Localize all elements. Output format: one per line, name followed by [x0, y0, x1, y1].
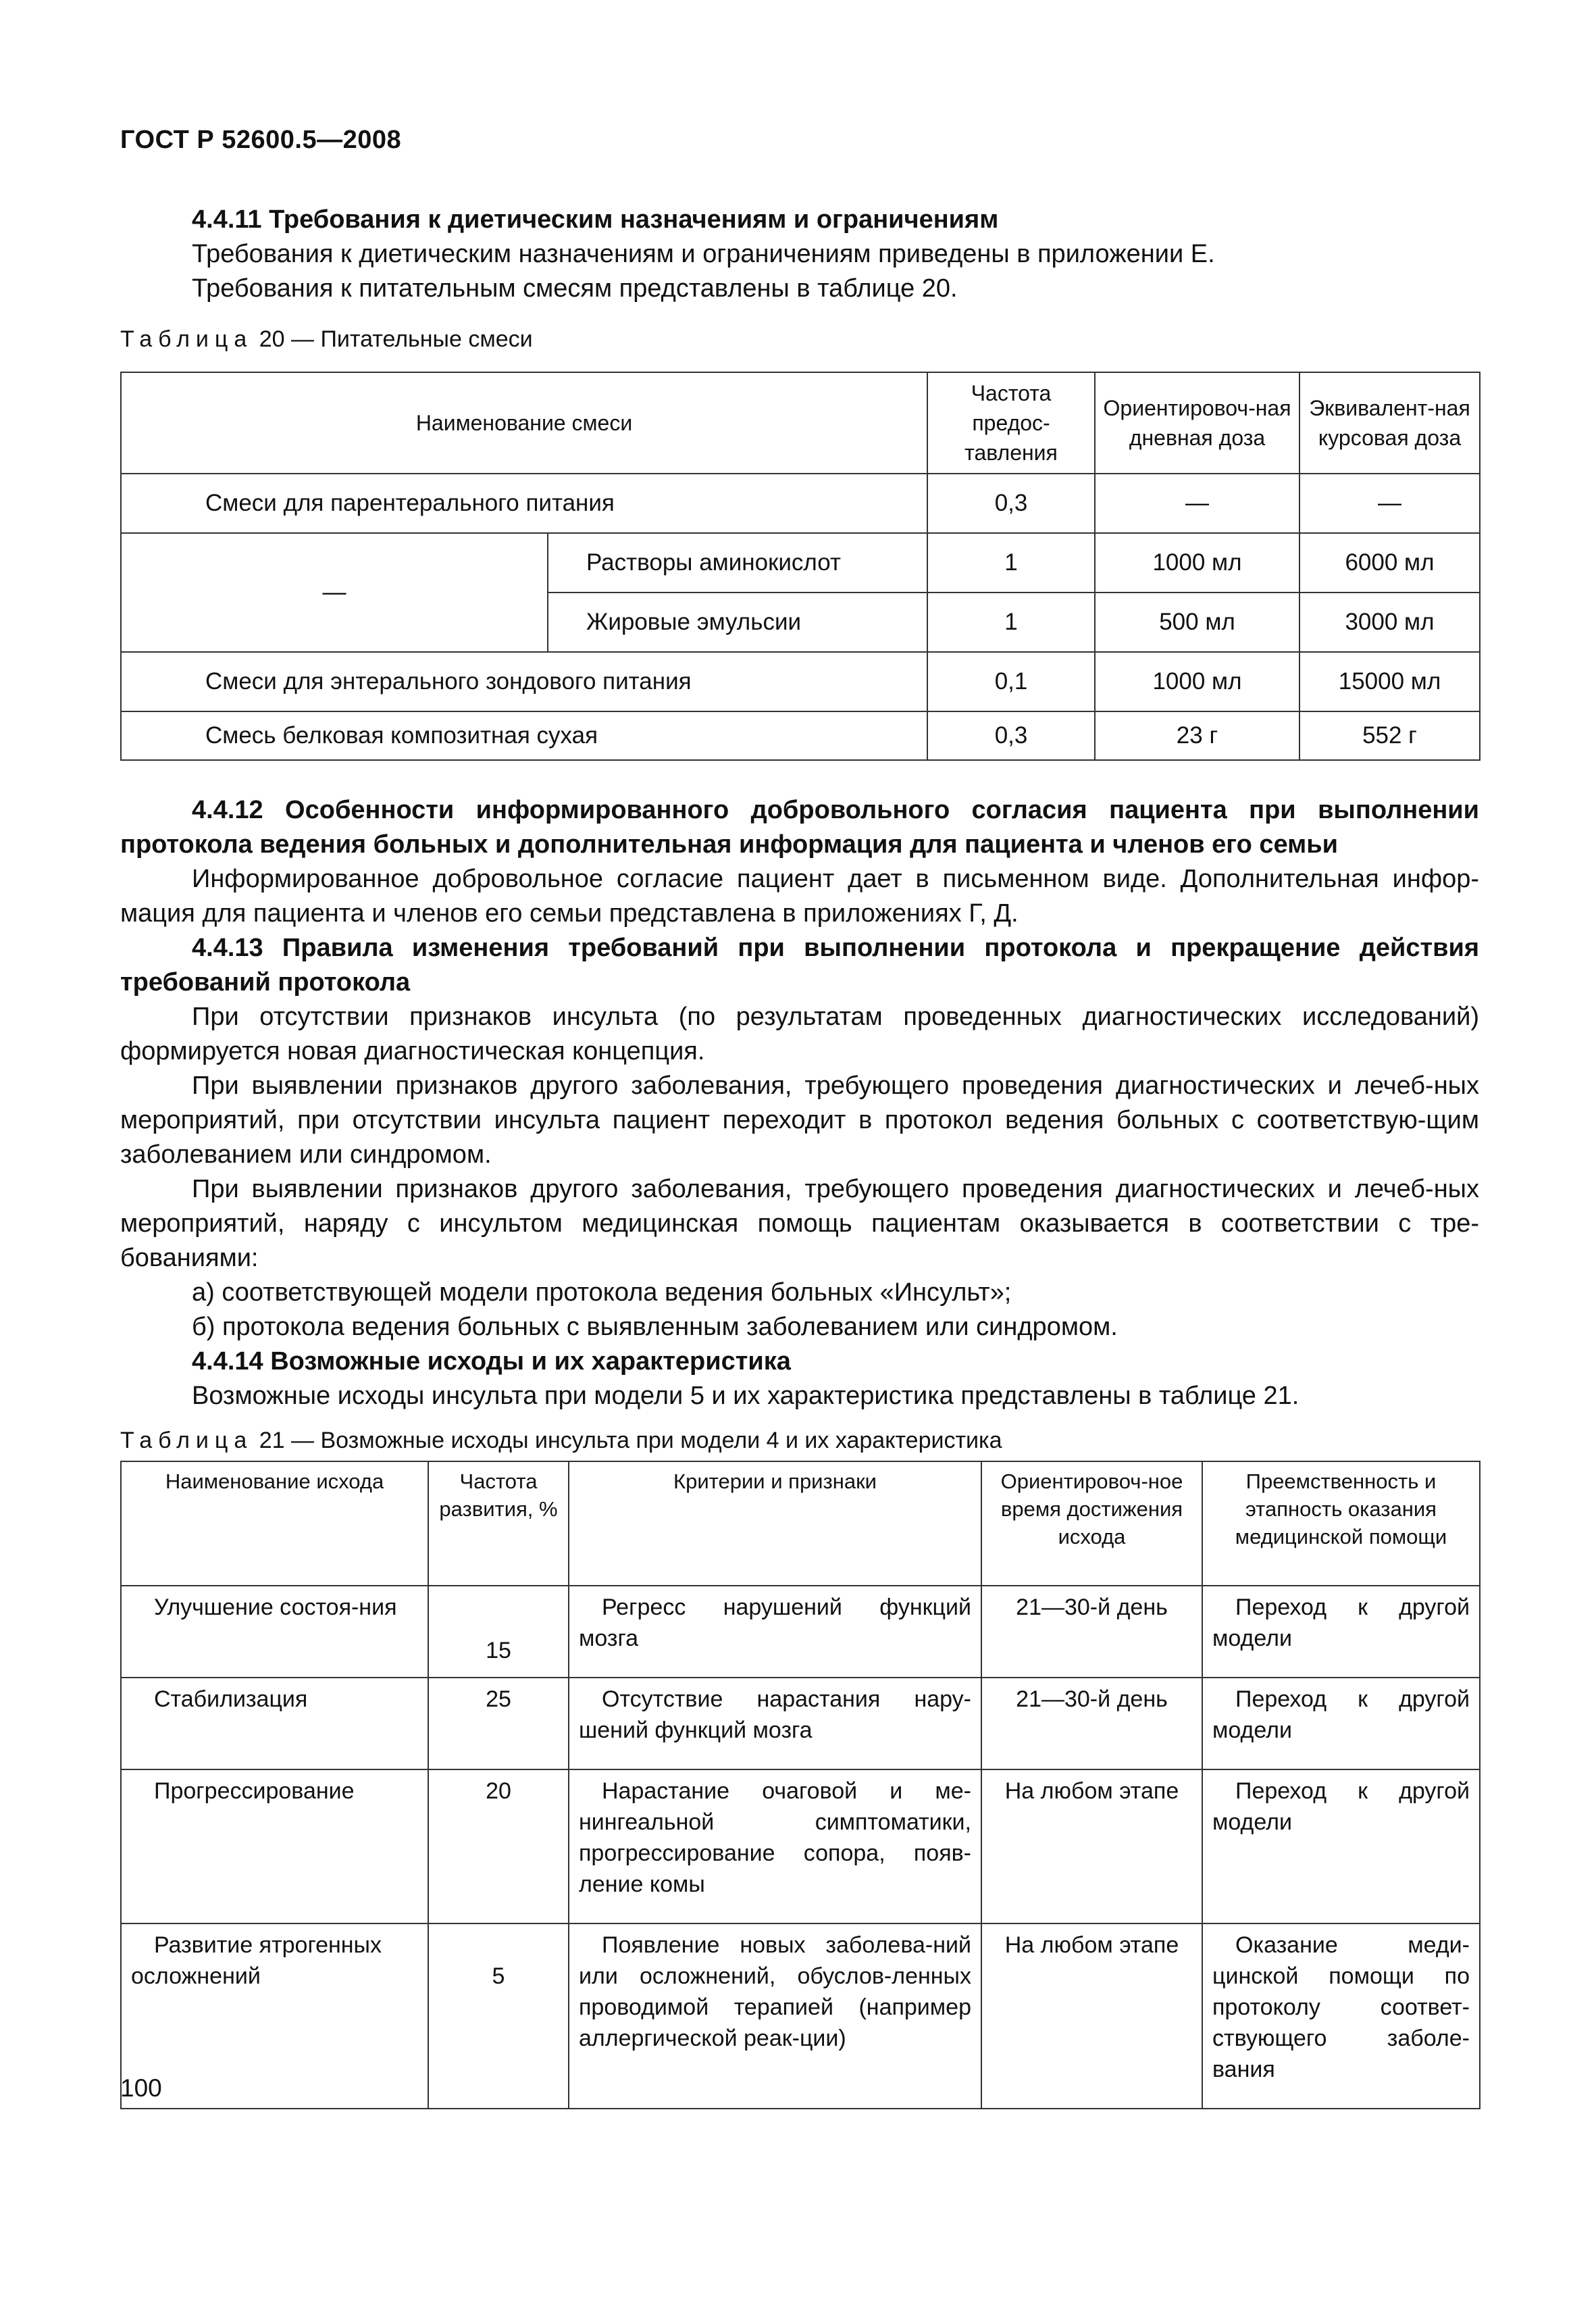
- table-20-cell-course-dose: —: [1299, 474, 1480, 533]
- table-20-cell-daily-dose: 23 г: [1095, 711, 1299, 760]
- table-row: [121, 711, 1480, 760]
- table-21-header-outcome: Наименование исхода: [121, 1461, 428, 1586]
- section-4-4-14-title: 4.4.14 Возможные исходы и их характеристика: [192, 1347, 791, 1376]
- table-row: [121, 533, 1480, 593]
- table-20-cell-course-dose: 15000 мл: [1299, 652, 1480, 711]
- table-21-cell-outcome: Прогрессирование: [121, 1769, 428, 1923]
- section-4-4-11-paragraph-2: Требования к питательным смесям представлены в таблице 20.: [192, 274, 958, 303]
- page-number: 100: [120, 2074, 162, 2102]
- list-item-a: а) соответствующей модели протокола ведения больных «Инсульт»;: [192, 1278, 1012, 1307]
- table-20-cell-daily-dose: 500 мл: [1095, 593, 1299, 652]
- table-row: [121, 652, 1480, 711]
- table-row: [121, 1769, 1480, 1923]
- table-21-cell-frequency: 20: [428, 1769, 569, 1923]
- document-header: ГОСТ Р 52600.5—2008: [120, 126, 402, 154]
- table-20-cell-daily-dose: —: [1095, 474, 1299, 533]
- table-21-cell-frequency: 25: [428, 1678, 569, 1769]
- table-20-caption-prefix: Таблица: [120, 326, 253, 352]
- table-row: [121, 474, 1480, 533]
- table-20-cell-frequency: 1: [927, 533, 1095, 593]
- section-4-4-13-paragraph-2: При выявлении признаков другого заболевания, требующего проведения диагностических и лечеб-ных мероприятий, при отсутствии инсульта пациент переходит в протокол ведения больных с соответствую-щим заболеванием или синдромом.: [120, 1072, 1479, 1169]
- table-20-cell-name: Жировые эмульсии: [548, 593, 927, 652]
- table-21-cell-continuity: Переход к другой модели: [1202, 1586, 1480, 1678]
- table-21-header-frequency: Частота развития, %: [428, 1461, 569, 1586]
- section-4-4-14-paragraph-1: Возможные исходы инсульта при модели 5 и их характеристика представлены в таблице 21.: [192, 1382, 1299, 1410]
- table-21-cell-time: На любом этапе: [981, 1923, 1202, 2109]
- table-20-cell-daily-dose: 1000 мл: [1095, 652, 1299, 711]
- table-21-cell-criteria: Отсутствие нарастания нару-шений функций мозга: [569, 1678, 981, 1769]
- table-20-cell-group: —: [121, 533, 548, 652]
- table-21-cell-continuity: Переход к другой модели: [1202, 1678, 1480, 1769]
- table-21-cell-outcome: Стабилизация: [121, 1678, 428, 1769]
- table-20-caption-text: 20 — Питательные смеси: [253, 326, 533, 352]
- table-21-stroke-outcomes: [120, 1461, 1481, 2109]
- table-21-cell-continuity: Переход к другой модели: [1202, 1769, 1480, 1923]
- table-20-cell-daily-dose: 1000 мл: [1095, 533, 1299, 593]
- table-20-header-name: Наименование смеси: [121, 372, 927, 474]
- table-20-cell-course-dose: 3000 мл: [1299, 593, 1480, 652]
- table-21-caption: [120, 1428, 1002, 1454]
- table-20-header-frequency: Частота предос-тавления: [927, 372, 1095, 474]
- table-20-cell-name: Смеси для энтерального зондового питания: [121, 652, 927, 711]
- table-20-cell-name: Растворы аминокислот: [548, 533, 927, 593]
- table-21-cell-time: 21—30-й день: [981, 1586, 1202, 1678]
- table-row: [121, 1586, 1480, 1678]
- table-20-cell-course-dose: 6000 мл: [1299, 533, 1480, 593]
- section-4-4-11-paragraph-1: Требования к диетическим назначениям и ограничениям приведены в приложении Е.: [192, 240, 1215, 268]
- section-4-4-12-paragraph-1: Информированное добровольное согласие пациент дает в письменном виде. Дополнительная инфор-мация для пациента и членов его семьи представлена в приложениях Г, Д.: [120, 865, 1479, 928]
- table-20-nutrition-mixtures: [120, 372, 1481, 761]
- table-21-cell-criteria: Регресс нарушений функций мозга: [569, 1586, 981, 1678]
- list-item-b: б) протокола ведения больных с выявленным заболеванием или синдромом.: [192, 1313, 1118, 1341]
- table-20-cell-frequency: 0,1: [927, 652, 1095, 711]
- table-20-cell-name: Смесь белковая композитная сухая: [121, 711, 927, 760]
- table-21-cell-continuity: Оказание меди-цинской помощи по протоколу соответ-ствующего заболе-вания: [1202, 1923, 1480, 2109]
- table-21-cell-outcome: Развитие ятрогенных осложнений: [121, 1923, 428, 2109]
- section-4-4-13-paragraph-3: При выявлении признаков другого заболевания, требующего проведения диагностических и лечеб-ных мероприятий, наряду с инсультом медицинская помощь пациентам оказывается в соответствии с тре-бованиями:: [120, 1175, 1479, 1272]
- table-21-caption-text: 21 — Возможные исходы инсульта при модели 4 и их характеристика: [253, 1428, 1002, 1453]
- table-21-cell-frequency: 15: [428, 1586, 569, 1678]
- table-21-cell-outcome: Улучшение состоя-ния: [121, 1586, 428, 1678]
- section-4-4-13-title: 4.4.13 Правила изменения требований при выполнении протокола и прекращение действия требований протокола: [120, 934, 1479, 997]
- table-21-caption-prefix: Таблица: [120, 1428, 253, 1453]
- table-20-cell-course-dose: 552 г: [1299, 711, 1480, 760]
- table-20-header-daily-dose: Ориентировоч-ная дневная доза: [1095, 372, 1299, 474]
- table-21-cell-criteria: Появление новых заболева-ний или осложнений, обуслов-ленных проводимой терапией (например аллергической реак-ции): [569, 1923, 981, 2109]
- table-21-cell-time: На любом этапе: [981, 1769, 1202, 1923]
- table-20-cell-frequency: 0,3: [927, 474, 1095, 533]
- table-20-caption: [120, 326, 533, 353]
- table-21-header-time: Ориентировоч-ное время достижения исхода: [981, 1461, 1202, 1586]
- table-20-cell-frequency: 1: [927, 593, 1095, 652]
- section-4-4-12-title: 4.4.12 Особенности информированного добровольного согласия пациента при выполнении протокола ведения больных и дополнительная информация для пациента и членов его семьи: [120, 796, 1479, 859]
- table-row: [121, 1923, 1480, 2109]
- table-21-header-continuity: Преемственность и этапность оказания медицинской помощи: [1202, 1461, 1480, 1586]
- table-20-cell-frequency: 0,3: [927, 711, 1095, 760]
- section-4-4-13-paragraph-1: При отсутствии признаков инсульта (по результатам проведенных диагностических исследований) формируется новая диагностическая концепция.: [120, 1003, 1479, 1065]
- table-21-cell-time: 21—30-й день: [981, 1678, 1202, 1769]
- table-row: [121, 1678, 1480, 1769]
- table-20-header-course-dose: Эквивалент-ная курсовая доза: [1299, 372, 1480, 474]
- table-21-header-criteria: Критерии и признаки: [569, 1461, 981, 1586]
- table-21-cell-criteria: Нарастание очаговой и ме-нингеальной симптоматики, прогрессирование сопора, появ-ление комы: [569, 1769, 981, 1923]
- table-20-cell-name: Смеси для парентерального питания: [121, 474, 927, 533]
- section-4-4-11-title: 4.4.11 Требования к диетическим назначениям и ограничениям: [192, 205, 999, 234]
- table-21-cell-frequency: 5: [428, 1923, 569, 2109]
